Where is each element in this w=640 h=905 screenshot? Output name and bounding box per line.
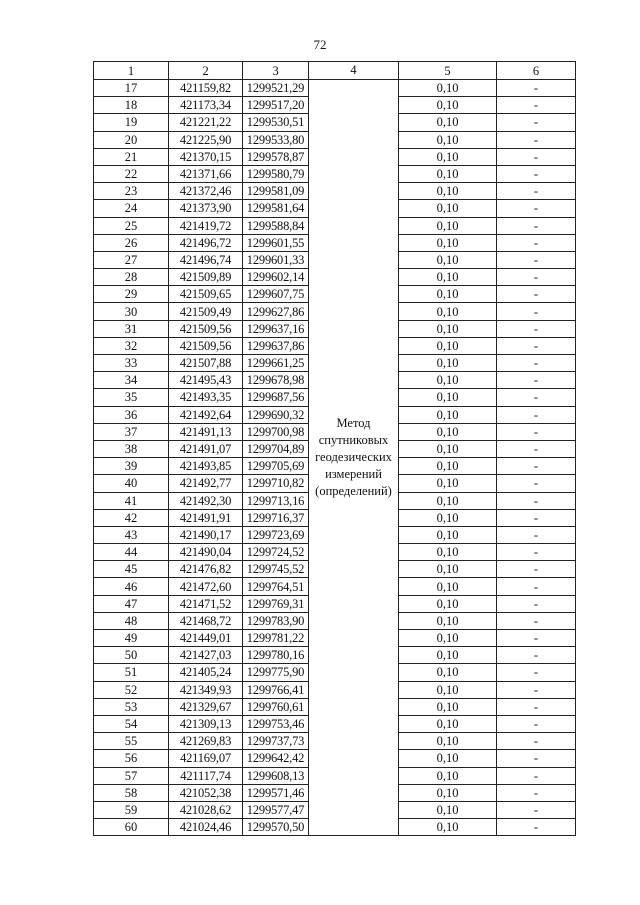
point-number-cell: 29 [94, 286, 169, 303]
accuracy-cell: 0,10 [399, 526, 497, 543]
note-cell: - [497, 458, 576, 475]
x-coordinate-cell: 421117,74 [169, 767, 243, 784]
x-coordinate-cell: 421509,65 [169, 286, 243, 303]
x-coordinate-cell: 421169,07 [169, 750, 243, 767]
accuracy-cell: 0,10 [399, 750, 497, 767]
note-cell: - [497, 526, 576, 543]
accuracy-cell: 0,10 [399, 97, 497, 114]
x-coordinate-cell: 421476,82 [169, 561, 243, 578]
x-coordinate-cell: 421496,72 [169, 234, 243, 251]
note-cell: - [497, 784, 576, 801]
point-number-cell: 42 [94, 509, 169, 526]
point-number-cell: 51 [94, 664, 169, 681]
note-cell: - [497, 114, 576, 131]
accuracy-cell: 0,10 [399, 251, 497, 268]
note-cell: - [497, 320, 576, 337]
x-coordinate-cell: 421028,62 [169, 801, 243, 818]
note-cell: - [497, 578, 576, 595]
x-coordinate-cell: 421159,82 [169, 80, 243, 97]
y-coordinate-cell: 1299581,64 [243, 200, 309, 217]
header-col-5: 5 [399, 62, 497, 80]
accuracy-cell: 0,10 [399, 114, 497, 131]
y-coordinate-cell: 1299530,51 [243, 114, 309, 131]
y-coordinate-cell: 1299637,86 [243, 337, 309, 354]
x-coordinate-cell: 421491,13 [169, 423, 243, 440]
y-coordinate-cell: 1299608,13 [243, 767, 309, 784]
table-body [94, 62, 576, 836]
note-cell: - [497, 234, 576, 251]
point-number-cell: 52 [94, 681, 169, 698]
accuracy-cell: 0,10 [399, 440, 497, 457]
coordinates-table [93, 61, 576, 836]
y-coordinate-cell: 1299760,61 [243, 698, 309, 715]
x-coordinate-cell: 421349,93 [169, 681, 243, 698]
y-coordinate-cell: 1299716,37 [243, 509, 309, 526]
point-number-cell: 24 [94, 200, 169, 217]
x-coordinate-cell: 421225,90 [169, 131, 243, 148]
x-coordinate-cell: 421495,43 [169, 372, 243, 389]
x-coordinate-cell: 421471,52 [169, 595, 243, 612]
point-number-cell: 28 [94, 269, 169, 286]
note-cell: - [497, 355, 576, 372]
y-coordinate-cell: 1299704,89 [243, 440, 309, 457]
note-cell: - [497, 630, 576, 647]
note-cell: - [497, 165, 576, 182]
x-coordinate-cell: 421372,46 [169, 183, 243, 200]
point-number-cell: 35 [94, 389, 169, 406]
y-coordinate-cell: 1299737,73 [243, 733, 309, 750]
note-cell: - [497, 251, 576, 268]
point-number-cell: 25 [94, 217, 169, 234]
accuracy-cell: 0,10 [399, 733, 497, 750]
point-number-cell: 26 [94, 234, 169, 251]
accuracy-cell: 0,10 [399, 819, 497, 836]
note-cell: - [497, 544, 576, 561]
y-coordinate-cell: 1299577,47 [243, 801, 309, 818]
note-cell: - [497, 681, 576, 698]
accuracy-cell: 0,10 [399, 698, 497, 715]
x-coordinate-cell: 421221,22 [169, 114, 243, 131]
y-coordinate-cell: 1299581,09 [243, 183, 309, 200]
accuracy-cell: 0,10 [399, 372, 497, 389]
note-cell: - [497, 492, 576, 509]
accuracy-cell: 0,10 [399, 165, 497, 182]
y-coordinate-cell: 1299700,98 [243, 423, 309, 440]
accuracy-cell: 0,10 [399, 423, 497, 440]
x-coordinate-cell: 421507,88 [169, 355, 243, 372]
point-number-cell: 49 [94, 630, 169, 647]
x-coordinate-cell: 421468,72 [169, 612, 243, 629]
header-col-1: 1 [94, 62, 169, 80]
x-coordinate-cell: 421493,85 [169, 458, 243, 475]
note-cell: - [497, 131, 576, 148]
accuracy-cell: 0,10 [399, 767, 497, 784]
y-coordinate-cell: 1299517,20 [243, 97, 309, 114]
accuracy-cell: 0,10 [399, 715, 497, 732]
point-number-cell: 56 [94, 750, 169, 767]
x-coordinate-cell: 421370,15 [169, 148, 243, 165]
note-cell: - [497, 647, 576, 664]
note-cell: - [497, 303, 576, 320]
method-cell: Метод спутниковых геодезических измерений (определений) [309, 80, 399, 836]
y-coordinate-cell: 1299678,98 [243, 372, 309, 389]
header-col-3: 3 [243, 62, 309, 80]
accuracy-cell: 0,10 [399, 389, 497, 406]
accuracy-cell: 0,10 [399, 664, 497, 681]
point-number-cell: 21 [94, 148, 169, 165]
point-number-cell: 32 [94, 337, 169, 354]
y-coordinate-cell: 1299713,16 [243, 492, 309, 509]
point-number-cell: 39 [94, 458, 169, 475]
accuracy-cell: 0,10 [399, 337, 497, 354]
accuracy-cell: 0,10 [399, 801, 497, 818]
x-coordinate-cell: 421509,56 [169, 337, 243, 354]
point-number-cell: 22 [94, 165, 169, 182]
point-number-cell: 46 [94, 578, 169, 595]
header-col-2: 2 [169, 62, 243, 80]
point-number-cell: 40 [94, 475, 169, 492]
y-coordinate-cell: 1299580,79 [243, 165, 309, 182]
accuracy-cell: 0,10 [399, 544, 497, 561]
point-number-cell: 57 [94, 767, 169, 784]
y-coordinate-cell: 1299723,69 [243, 526, 309, 543]
header-col-6: 6 [497, 62, 576, 80]
accuracy-cell: 0,10 [399, 492, 497, 509]
note-cell: - [497, 337, 576, 354]
x-coordinate-cell: 421492,77 [169, 475, 243, 492]
accuracy-cell: 0,10 [399, 303, 497, 320]
x-coordinate-cell: 421509,49 [169, 303, 243, 320]
accuracy-cell: 0,10 [399, 612, 497, 629]
accuracy-cell: 0,10 [399, 578, 497, 595]
y-coordinate-cell: 1299601,33 [243, 251, 309, 268]
x-coordinate-cell: 421490,17 [169, 526, 243, 543]
y-coordinate-cell: 1299588,84 [243, 217, 309, 234]
y-coordinate-cell: 1299571,46 [243, 784, 309, 801]
accuracy-cell: 0,10 [399, 509, 497, 526]
point-number-cell: 54 [94, 715, 169, 732]
y-coordinate-cell: 1299627,86 [243, 303, 309, 320]
x-coordinate-cell: 421405,24 [169, 664, 243, 681]
point-number-cell: 48 [94, 612, 169, 629]
point-number-cell: 27 [94, 251, 169, 268]
point-number-cell: 50 [94, 647, 169, 664]
header-col-4: 4 [309, 62, 399, 80]
point-number-cell: 58 [94, 784, 169, 801]
note-cell: - [497, 733, 576, 750]
point-number-cell: 33 [94, 355, 169, 372]
y-coordinate-cell: 1299781,22 [243, 630, 309, 647]
y-coordinate-cell: 1299710,82 [243, 475, 309, 492]
y-coordinate-cell: 1299578,87 [243, 148, 309, 165]
note-cell: - [497, 148, 576, 165]
point-number-cell: 45 [94, 561, 169, 578]
y-coordinate-cell: 1299521,29 [243, 80, 309, 97]
y-coordinate-cell: 1299602,14 [243, 269, 309, 286]
note-cell: - [497, 698, 576, 715]
note-cell: - [497, 612, 576, 629]
point-number-cell: 36 [94, 406, 169, 423]
note-cell: - [497, 80, 576, 97]
y-coordinate-cell: 1299724,52 [243, 544, 309, 561]
accuracy-cell: 0,10 [399, 647, 497, 664]
x-coordinate-cell: 421024,46 [169, 819, 243, 836]
x-coordinate-cell: 421490,04 [169, 544, 243, 561]
accuracy-cell: 0,10 [399, 475, 497, 492]
note-cell: - [497, 389, 576, 406]
note-cell: - [497, 440, 576, 457]
note-cell: - [497, 509, 576, 526]
x-coordinate-cell: 421492,30 [169, 492, 243, 509]
accuracy-cell: 0,10 [399, 234, 497, 251]
note-cell: - [497, 664, 576, 681]
y-coordinate-cell: 1299780,16 [243, 647, 309, 664]
x-coordinate-cell: 421373,90 [169, 200, 243, 217]
x-coordinate-cell: 421269,83 [169, 733, 243, 750]
y-coordinate-cell: 1299783,90 [243, 612, 309, 629]
accuracy-cell: 0,10 [399, 131, 497, 148]
x-coordinate-cell: 421509,56 [169, 320, 243, 337]
x-coordinate-cell: 421329,67 [169, 698, 243, 715]
accuracy-cell: 0,10 [399, 630, 497, 647]
point-number-cell: 60 [94, 819, 169, 836]
point-number-cell: 37 [94, 423, 169, 440]
point-number-cell: 17 [94, 80, 169, 97]
accuracy-cell: 0,10 [399, 217, 497, 234]
y-coordinate-cell: 1299637,16 [243, 320, 309, 337]
note-cell: - [497, 406, 576, 423]
point-number-cell: 44 [94, 544, 169, 561]
x-coordinate-cell: 421493,35 [169, 389, 243, 406]
accuracy-cell: 0,10 [399, 320, 497, 337]
y-coordinate-cell: 1299690,32 [243, 406, 309, 423]
point-number-cell: 55 [94, 733, 169, 750]
page-number: 72 [313, 37, 327, 52]
note-cell: - [497, 767, 576, 784]
accuracy-cell: 0,10 [399, 200, 497, 217]
x-coordinate-cell: 421491,91 [169, 509, 243, 526]
point-number-cell: 59 [94, 801, 169, 818]
accuracy-cell: 0,10 [399, 269, 497, 286]
accuracy-cell: 0,10 [399, 406, 497, 423]
y-coordinate-cell: 1299570,50 [243, 819, 309, 836]
x-coordinate-cell: 421496,74 [169, 251, 243, 268]
accuracy-cell: 0,10 [399, 286, 497, 303]
note-cell: - [497, 286, 576, 303]
point-number-cell: 34 [94, 372, 169, 389]
x-coordinate-cell: 421309,13 [169, 715, 243, 732]
table-header-row [94, 62, 576, 80]
note-cell: - [497, 97, 576, 114]
point-number-cell: 43 [94, 526, 169, 543]
accuracy-cell: 0,10 [399, 458, 497, 475]
accuracy-cell: 0,10 [399, 355, 497, 372]
x-coordinate-cell: 421491,07 [169, 440, 243, 457]
note-cell: - [497, 200, 576, 217]
x-coordinate-cell: 421419,72 [169, 217, 243, 234]
note-cell: - [497, 561, 576, 578]
point-number-cell: 23 [94, 183, 169, 200]
accuracy-cell: 0,10 [399, 80, 497, 97]
note-cell: - [497, 715, 576, 732]
y-coordinate-cell: 1299766,41 [243, 681, 309, 698]
accuracy-cell: 0,10 [399, 681, 497, 698]
y-coordinate-cell: 1299705,69 [243, 458, 309, 475]
y-coordinate-cell: 1299642,42 [243, 750, 309, 767]
note-cell: - [497, 372, 576, 389]
note-cell: - [497, 750, 576, 767]
x-coordinate-cell: 421492,64 [169, 406, 243, 423]
y-coordinate-cell: 1299607,75 [243, 286, 309, 303]
note-cell: - [497, 423, 576, 440]
point-number-cell: 30 [94, 303, 169, 320]
point-number-cell: 31 [94, 320, 169, 337]
y-coordinate-cell: 1299745,52 [243, 561, 309, 578]
x-coordinate-cell: 421371,66 [169, 165, 243, 182]
y-coordinate-cell: 1299687,56 [243, 389, 309, 406]
y-coordinate-cell: 1299775,90 [243, 664, 309, 681]
y-coordinate-cell: 1299753,46 [243, 715, 309, 732]
table-row [94, 80, 576, 97]
x-coordinate-cell: 421427,03 [169, 647, 243, 664]
y-coordinate-cell: 1299769,31 [243, 595, 309, 612]
note-cell: - [497, 595, 576, 612]
note-cell: - [497, 183, 576, 200]
accuracy-cell: 0,10 [399, 784, 497, 801]
x-coordinate-cell: 421449,01 [169, 630, 243, 647]
y-coordinate-cell: 1299764,51 [243, 578, 309, 595]
x-coordinate-cell: 421173,34 [169, 97, 243, 114]
y-coordinate-cell: 1299533,80 [243, 131, 309, 148]
point-number-cell: 38 [94, 440, 169, 457]
note-cell: - [497, 801, 576, 818]
y-coordinate-cell: 1299601,55 [243, 234, 309, 251]
note-cell: - [497, 475, 576, 492]
x-coordinate-cell: 421052,38 [169, 784, 243, 801]
point-number-cell: 19 [94, 114, 169, 131]
x-coordinate-cell: 421509,89 [169, 269, 243, 286]
y-coordinate-cell: 1299661,25 [243, 355, 309, 372]
accuracy-cell: 0,10 [399, 183, 497, 200]
point-number-cell: 41 [94, 492, 169, 509]
accuracy-cell: 0,10 [399, 595, 497, 612]
x-coordinate-cell: 421472,60 [169, 578, 243, 595]
point-number-cell: 18 [94, 97, 169, 114]
point-number-cell: 53 [94, 698, 169, 715]
note-cell: - [497, 217, 576, 234]
point-number-cell: 20 [94, 131, 169, 148]
point-number-cell: 47 [94, 595, 169, 612]
accuracy-cell: 0,10 [399, 561, 497, 578]
note-cell: - [497, 269, 576, 286]
accuracy-cell: 0,10 [399, 148, 497, 165]
note-cell: - [497, 819, 576, 836]
